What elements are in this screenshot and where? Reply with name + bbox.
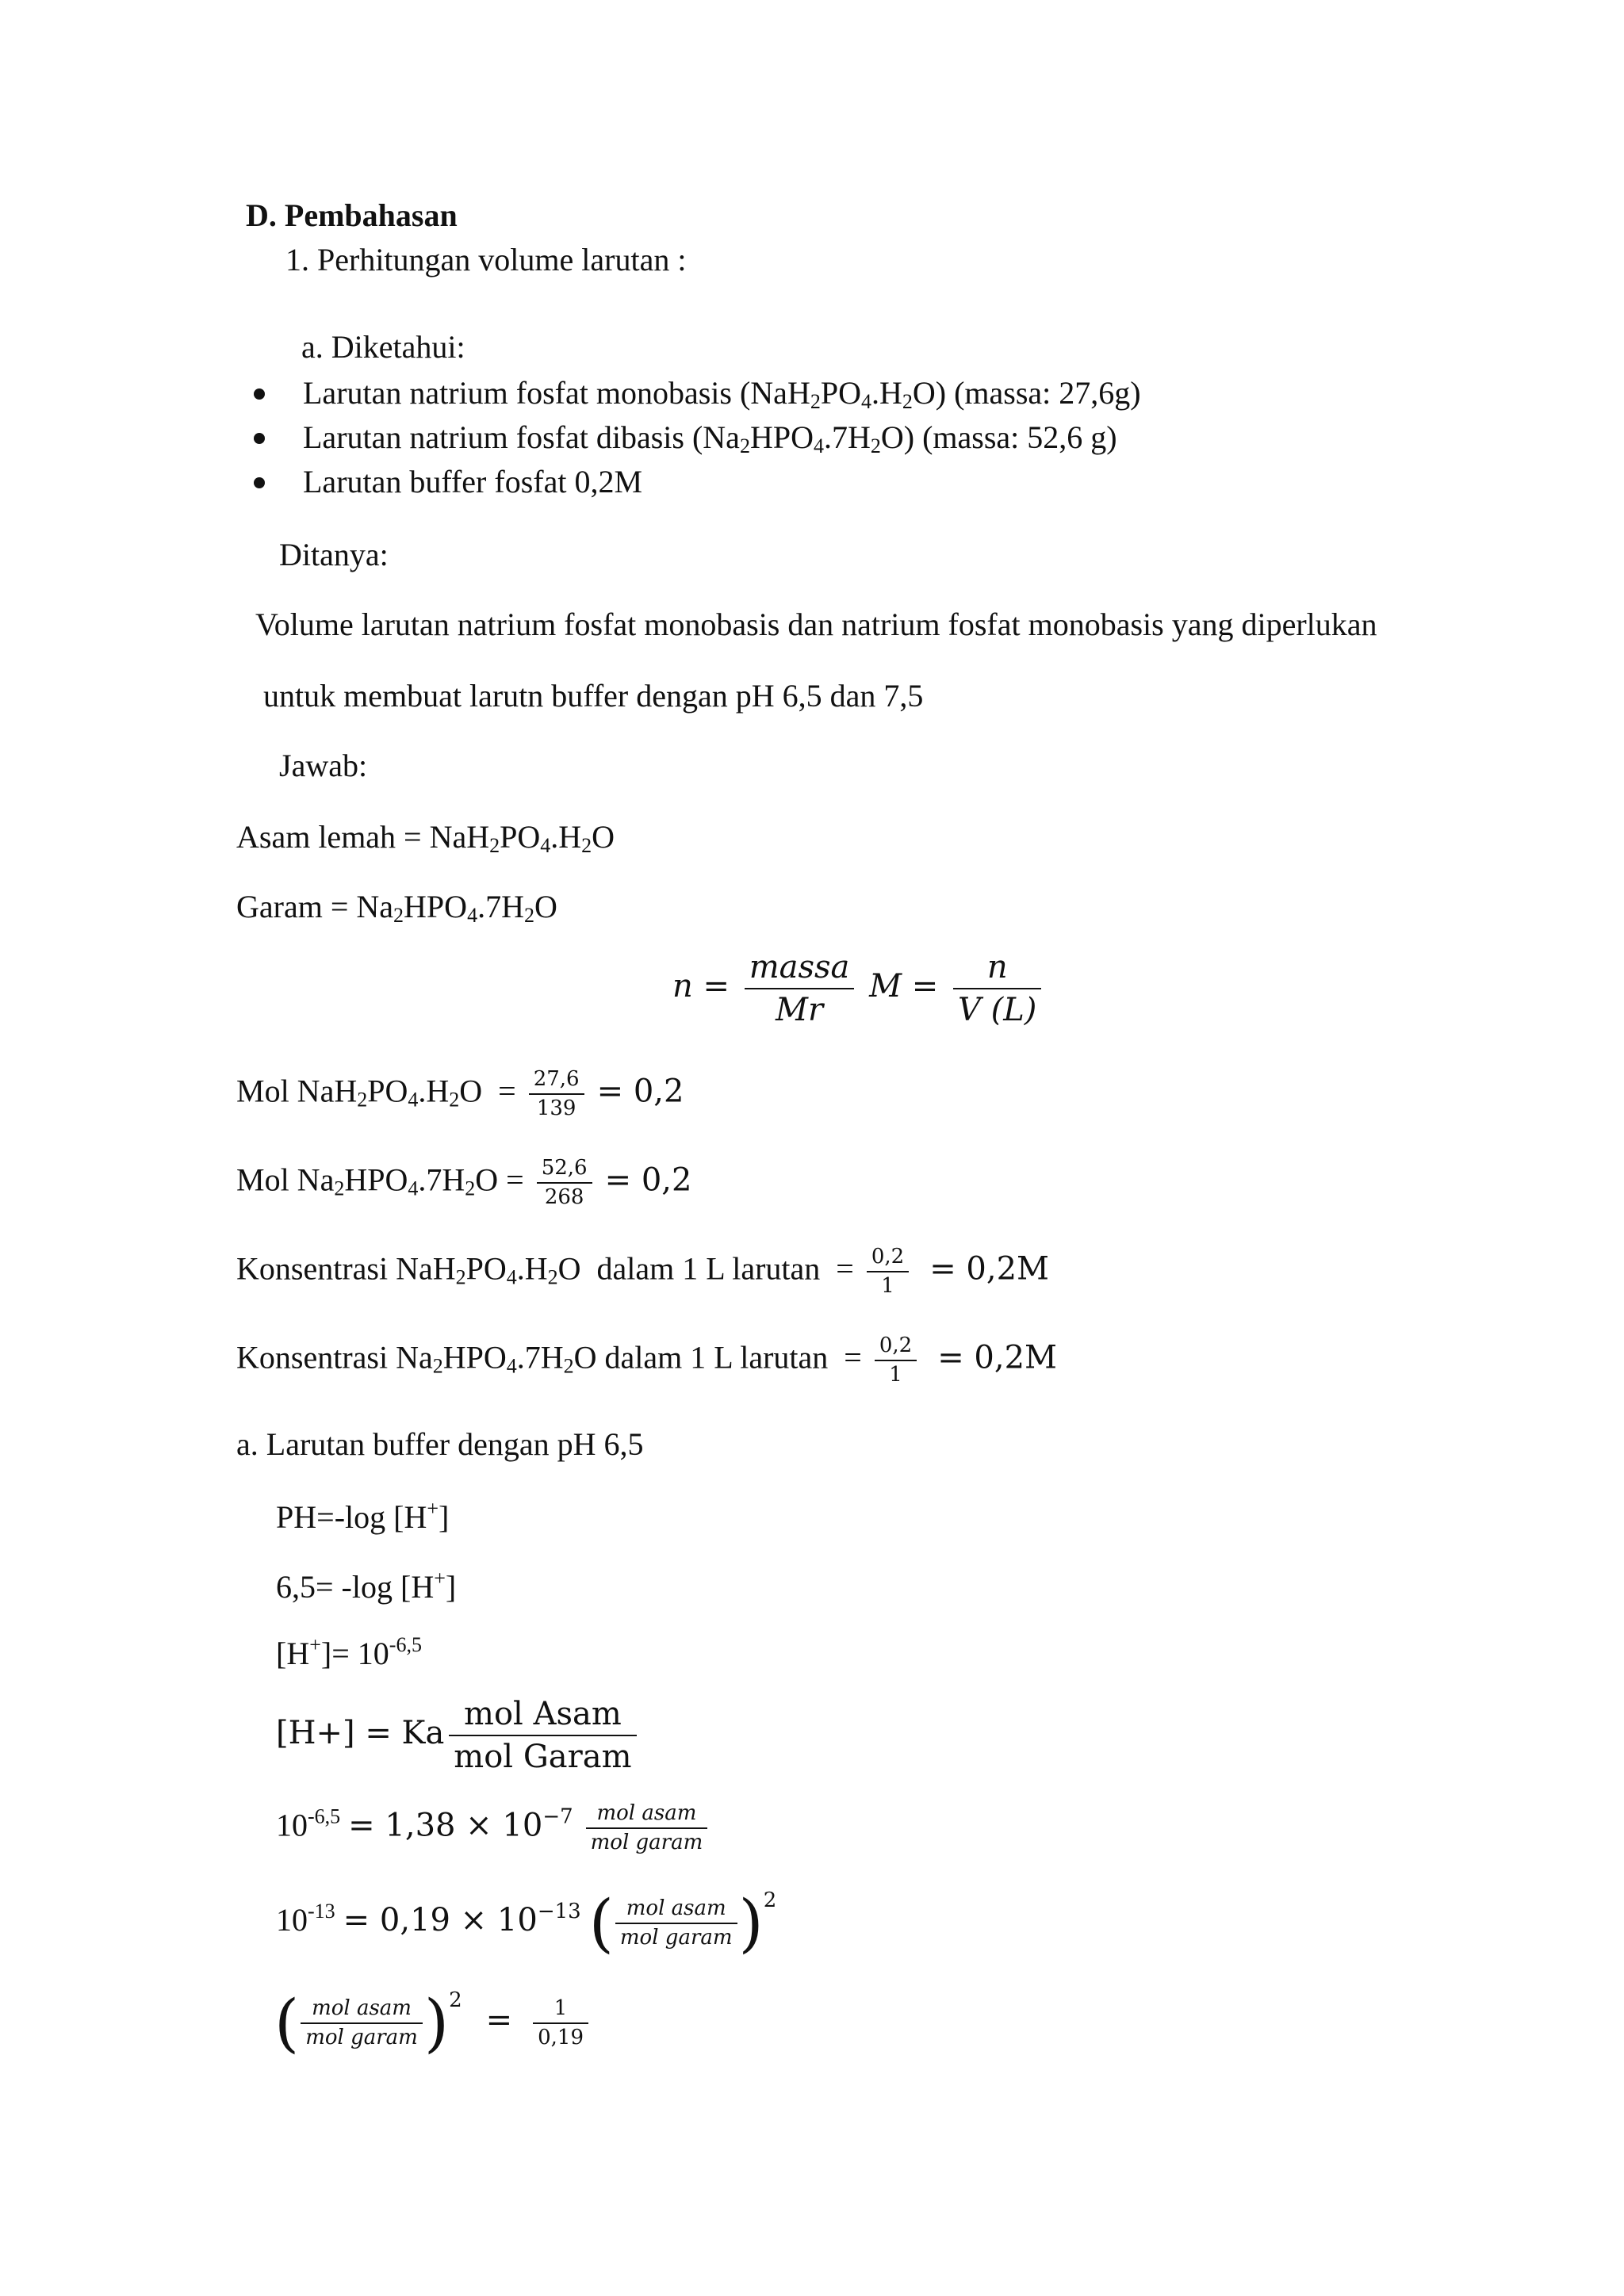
bullet-icon <box>254 477 265 488</box>
konsentrasi-nah2po4-line: Konsentrasi $NaH_2PO_4.H_2O$ dalam 1 L larutan = $\frac{0,2}{1}$ = 0,2M <box>236 1245 1050 1299</box>
asam-lemah-line: Asam lemah = $NaH_2PO_4.H_2O$ <box>236 819 615 857</box>
equation-squared: $10^{-13} = 0,19 \times 10^{-13}$ ( $\frac{\text{mol asam}}{\text{mol garam}}$ )$^2$ <box>276 1885 777 1960</box>
formula-n-massa-mr: n = $\frac{\text{massa}}{Mr}$ M = $\frac{n}{V (L)}$ <box>672 948 1046 1029</box>
garam-line: Garam = $Na_2HPO_4.7H_2O$ <box>236 889 557 927</box>
equation-ph-log: PH=-log [H+] <box>276 1497 450 1535</box>
bullet-item-3: Larutan buffer fosfat 0,2M <box>303 464 643 499</box>
section-a-title: a. Larutan buffer dengan pH 6,5 <box>236 1426 644 1462</box>
equation-ka: [H+] = Ka $\frac{\text{mol Asam}}{\text{mol Garam}}$ <box>276 1695 642 1776</box>
mol-na2hpo4-line: Mol $Na_2HPO_4.7H_2O$ = $\frac{52,6}{268}$ = 0,2 <box>236 1156 692 1210</box>
bullet-item-2: Larutan natrium fosfat dibasis $(Na_2HPO_4.7H_2O)$ (massa: 52,6 g) <box>303 419 1117 457</box>
bullet-item-1: Larutan natrium fosfat monobasis $(NaH_2PO_4.H_2O)$ (massa: 27,6g) <box>303 375 1141 413</box>
equation-ka-value: $10^{-6,5} = 1,38 \times 10^{-7}$ $\frac{\text{mol asam}}{\text{mol garam}}$ <box>276 1801 712 1855</box>
ditanya-label: Ditanya: <box>279 537 389 572</box>
question-line-1: Volume larutan natrium fosfat monobasis dan natrium fosfat monobasis yang diperlukan <box>255 607 1377 642</box>
mol-nah2po4-line: Mol $NaH_2PO_4.H_2O$ = $\frac{27,6}{139}$ = 0,2 <box>236 1067 684 1121</box>
item-1-title: 1. Perhitungan volume larutan : <box>285 242 687 277</box>
question-line-2: untuk membuat larutn buffer dengan pH 6,5 dan 7,5 <box>263 678 924 714</box>
bullet-icon <box>254 433 265 444</box>
equation-h-concentration: $[H^+]= 10^{-6,5}$ <box>276 1633 422 1671</box>
section-heading: D. Pembahasan <box>246 197 458 233</box>
jawab-label: Jawab: <box>279 748 368 783</box>
bullet-icon <box>254 388 265 400</box>
diketahui-label: a. Diketahui: <box>301 329 465 365</box>
konsentrasi-na2hpo4-line: Konsentrasi $Na_2HPO_4.7H_2O$ dalam 1 L larutan = $\frac{0,2}{1}$ = 0,2M <box>236 1334 1057 1387</box>
equation-6-5-log: 6,5= -log [H+] <box>276 1567 457 1605</box>
equation-ratio-squared: ( $\frac{\text{mol asam}}{\text{mol garam}}$ )$^2$ = $\frac{1}{0,19}$ <box>274 1990 593 2055</box>
